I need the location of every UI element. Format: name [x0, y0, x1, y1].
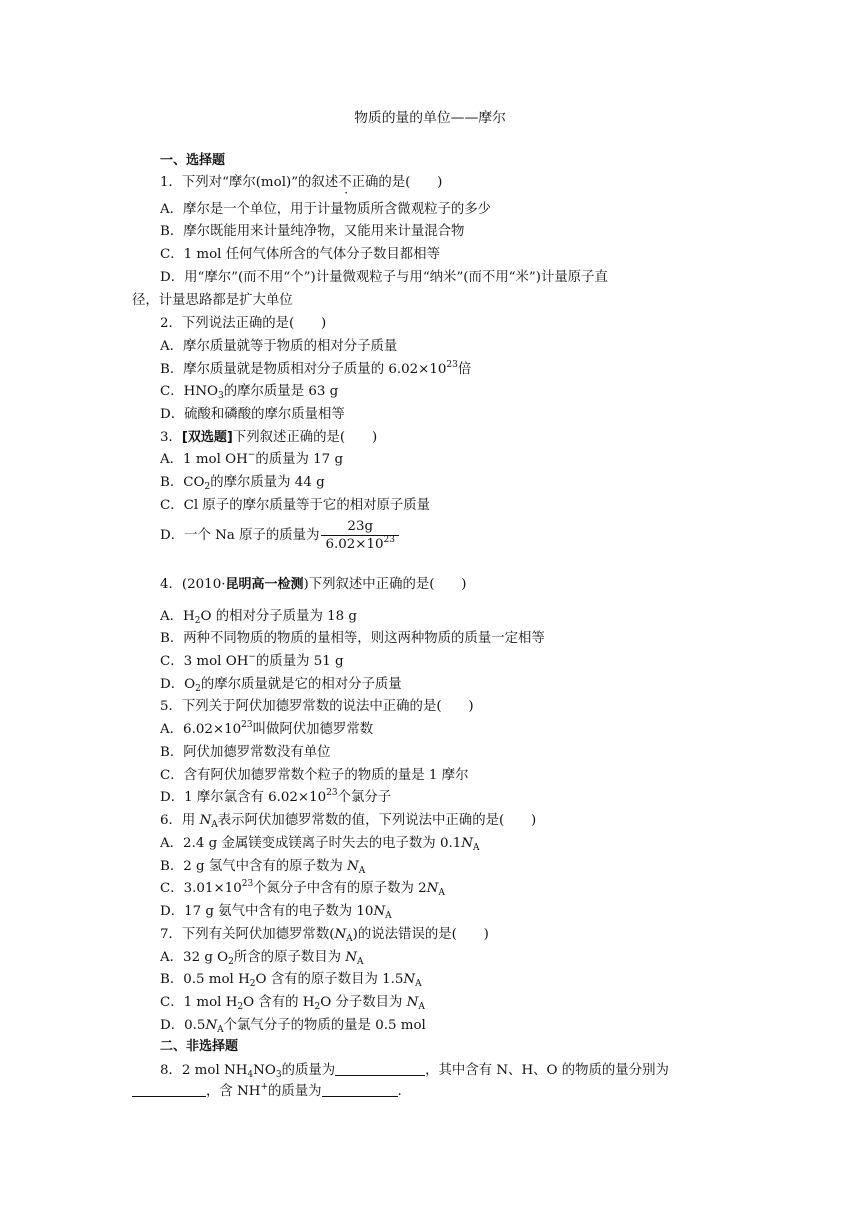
question-4-option-c: C．3 mol OH−的质量为 51 g [160, 652, 344, 669]
question-3-option-c: C．Cl 原子的摩尔质量等于它的相对原子质量 [160, 498, 431, 513]
question-4-option-b: B．两种不同物质的物质的量相等，则这两种物质的质量一定相等 [160, 631, 545, 646]
question-3-option-a: A．1 mol OH−的质量为 17 g [160, 450, 344, 467]
question-2-option-a: A．摩尔质量就等于物质的相对分子质量 [160, 339, 398, 354]
question-6-option-c: C．$3.01\times 10^{23}$个氮分子中含有的原子数为 $2N_A$ [160, 879, 445, 898]
question-3-stem: 3．[双选题]下列叙述正确的是( ) [160, 430, 378, 445]
question-7-option-c: C．1 mol $H_2O$ 含有的 $H_2O$ 分子数目为 $N_A$ [160, 995, 425, 1012]
question-8-line-1: 8．2 mol $NH_4NO_3$的质量为 ，其中含有 N、H、O 的物质的量分别为 [160, 1063, 669, 1080]
page-title: 物质的量的单位——摩尔 [354, 110, 506, 126]
answer-blank-ammonium-mass[interactable] [322, 1082, 398, 1097]
question-6-stem: 6．用 $N_A$表示阿伏加德罗常数的值，下列说法中正确的是( ) [160, 813, 537, 830]
fraction-numerator: 23g [321, 518, 399, 536]
section-heading-choice: 一、选择题 [160, 153, 226, 168]
emphasis-not: 不 [338, 175, 352, 190]
question-3-option-d: D．一个 Na 原子的质量为 $\frac{23g}{6.02\times 10^{23}}$ [160, 518, 399, 553]
fraction-denominator: $6.02\times 10^{23}$ [325, 535, 395, 552]
multi-select-tag: [双选题] [181, 430, 233, 445]
question-5-option-a: A．$6.02\times 10^{23}$叫做阿伏加德罗常数 [160, 720, 374, 737]
question-7-stem: 7．下列有关阿伏加德罗常数$(N_A)$的说法错误的是( ) [160, 927, 489, 944]
question-1-option-d: D．用“摩尔”(而不用“个”)计量微观粒子与用“纳米”(而不用“米”)计量原子直 [160, 270, 608, 285]
question-1-option-c: C．1 mol 任何气体所含的气体分子数目都相等 [160, 247, 440, 262]
question-8-line-2: ，含 NH+的质量为 . [132, 1082, 402, 1101]
question-4-option-a: A．$H_2O$ 的相对分子质量为 18 g [160, 609, 357, 626]
question-2-stem: 2．下列说法正确的是( ) [160, 316, 327, 331]
question-5-stem: 5．下列关于阿伏加德罗常数的说法中正确的是( ) [160, 699, 474, 714]
question-6-option-b: B．2 g 氢气中含有的原子数为 $N_A$ [160, 859, 366, 876]
question-7-option-a: A．32 g $O_2$所含的原子数目为 $N_A$ [160, 950, 364, 967]
question-6-option-a: A．2.4 g 金属镁变成镁离子时失去的电子数为 $0.1N_A$ [160, 836, 480, 853]
section-heading-non-choice: 二、非选择题 [160, 1039, 239, 1054]
question-1-stem: 1．下列对“摩尔(mol)”的叙述不正确的是( ) [160, 175, 443, 190]
question-2-option-d: D．硫酸和磷酸的摩尔质量相等 [160, 407, 345, 422]
question-5-option-d: D．1 摩尔氯含有 $6.02\times 10^{23}$个氯分子 [160, 788, 392, 805]
question-5-option-b: B．阿伏加德罗常数没有单位 [160, 745, 331, 760]
question-1-option-d-cont: 径，计量思路都是扩大单位 [132, 293, 293, 308]
answer-blank-amounts[interactable] [132, 1082, 206, 1097]
question-6-option-d: D．17 g 氨气中含有的电子数为 $10N_A$ [160, 904, 392, 921]
question-7-option-d: D．$0.5N_A$个氯气分子的物质的量是 0.5 mol [160, 1018, 426, 1035]
source-tag: 昆明高一检测 [225, 577, 304, 592]
question-4-option-d: D．$O_2$的摩尔质量就是它的相对分子质量 [160, 677, 402, 694]
question-4-stem: 4．(2010·昆明高一检测)下列叙述中正确的是( ) [160, 577, 467, 592]
fraction [321, 518, 399, 553]
question-1-option-b: B．摩尔既能用来计量纯净物，又能用来计量混合物 [160, 224, 465, 239]
question-3-option-b: B．$CO_2$的摩尔质量为 44 g [160, 475, 325, 492]
question-5-option-c: C．含有阿伏加德罗常数个粒子的物质的量是 1 摩尔 [160, 768, 469, 783]
answer-blank-mass[interactable] [335, 1061, 425, 1076]
question-2-option-c: C．$HNO_3$的摩尔质量是 63 g [160, 384, 339, 401]
question-2-option-b: B．摩尔质量就是物质相对分子质量的 $6.02\times 10^{23}$倍 [160, 360, 472, 377]
question-1-option-a: A．摩尔是一个单位，用于计量物质所含微观粒子的多少 [160, 202, 492, 217]
question-7-option-b: B．0.5 mol $H_2O$ 含有的原子数目为 $1.5N_A$ [160, 972, 422, 989]
